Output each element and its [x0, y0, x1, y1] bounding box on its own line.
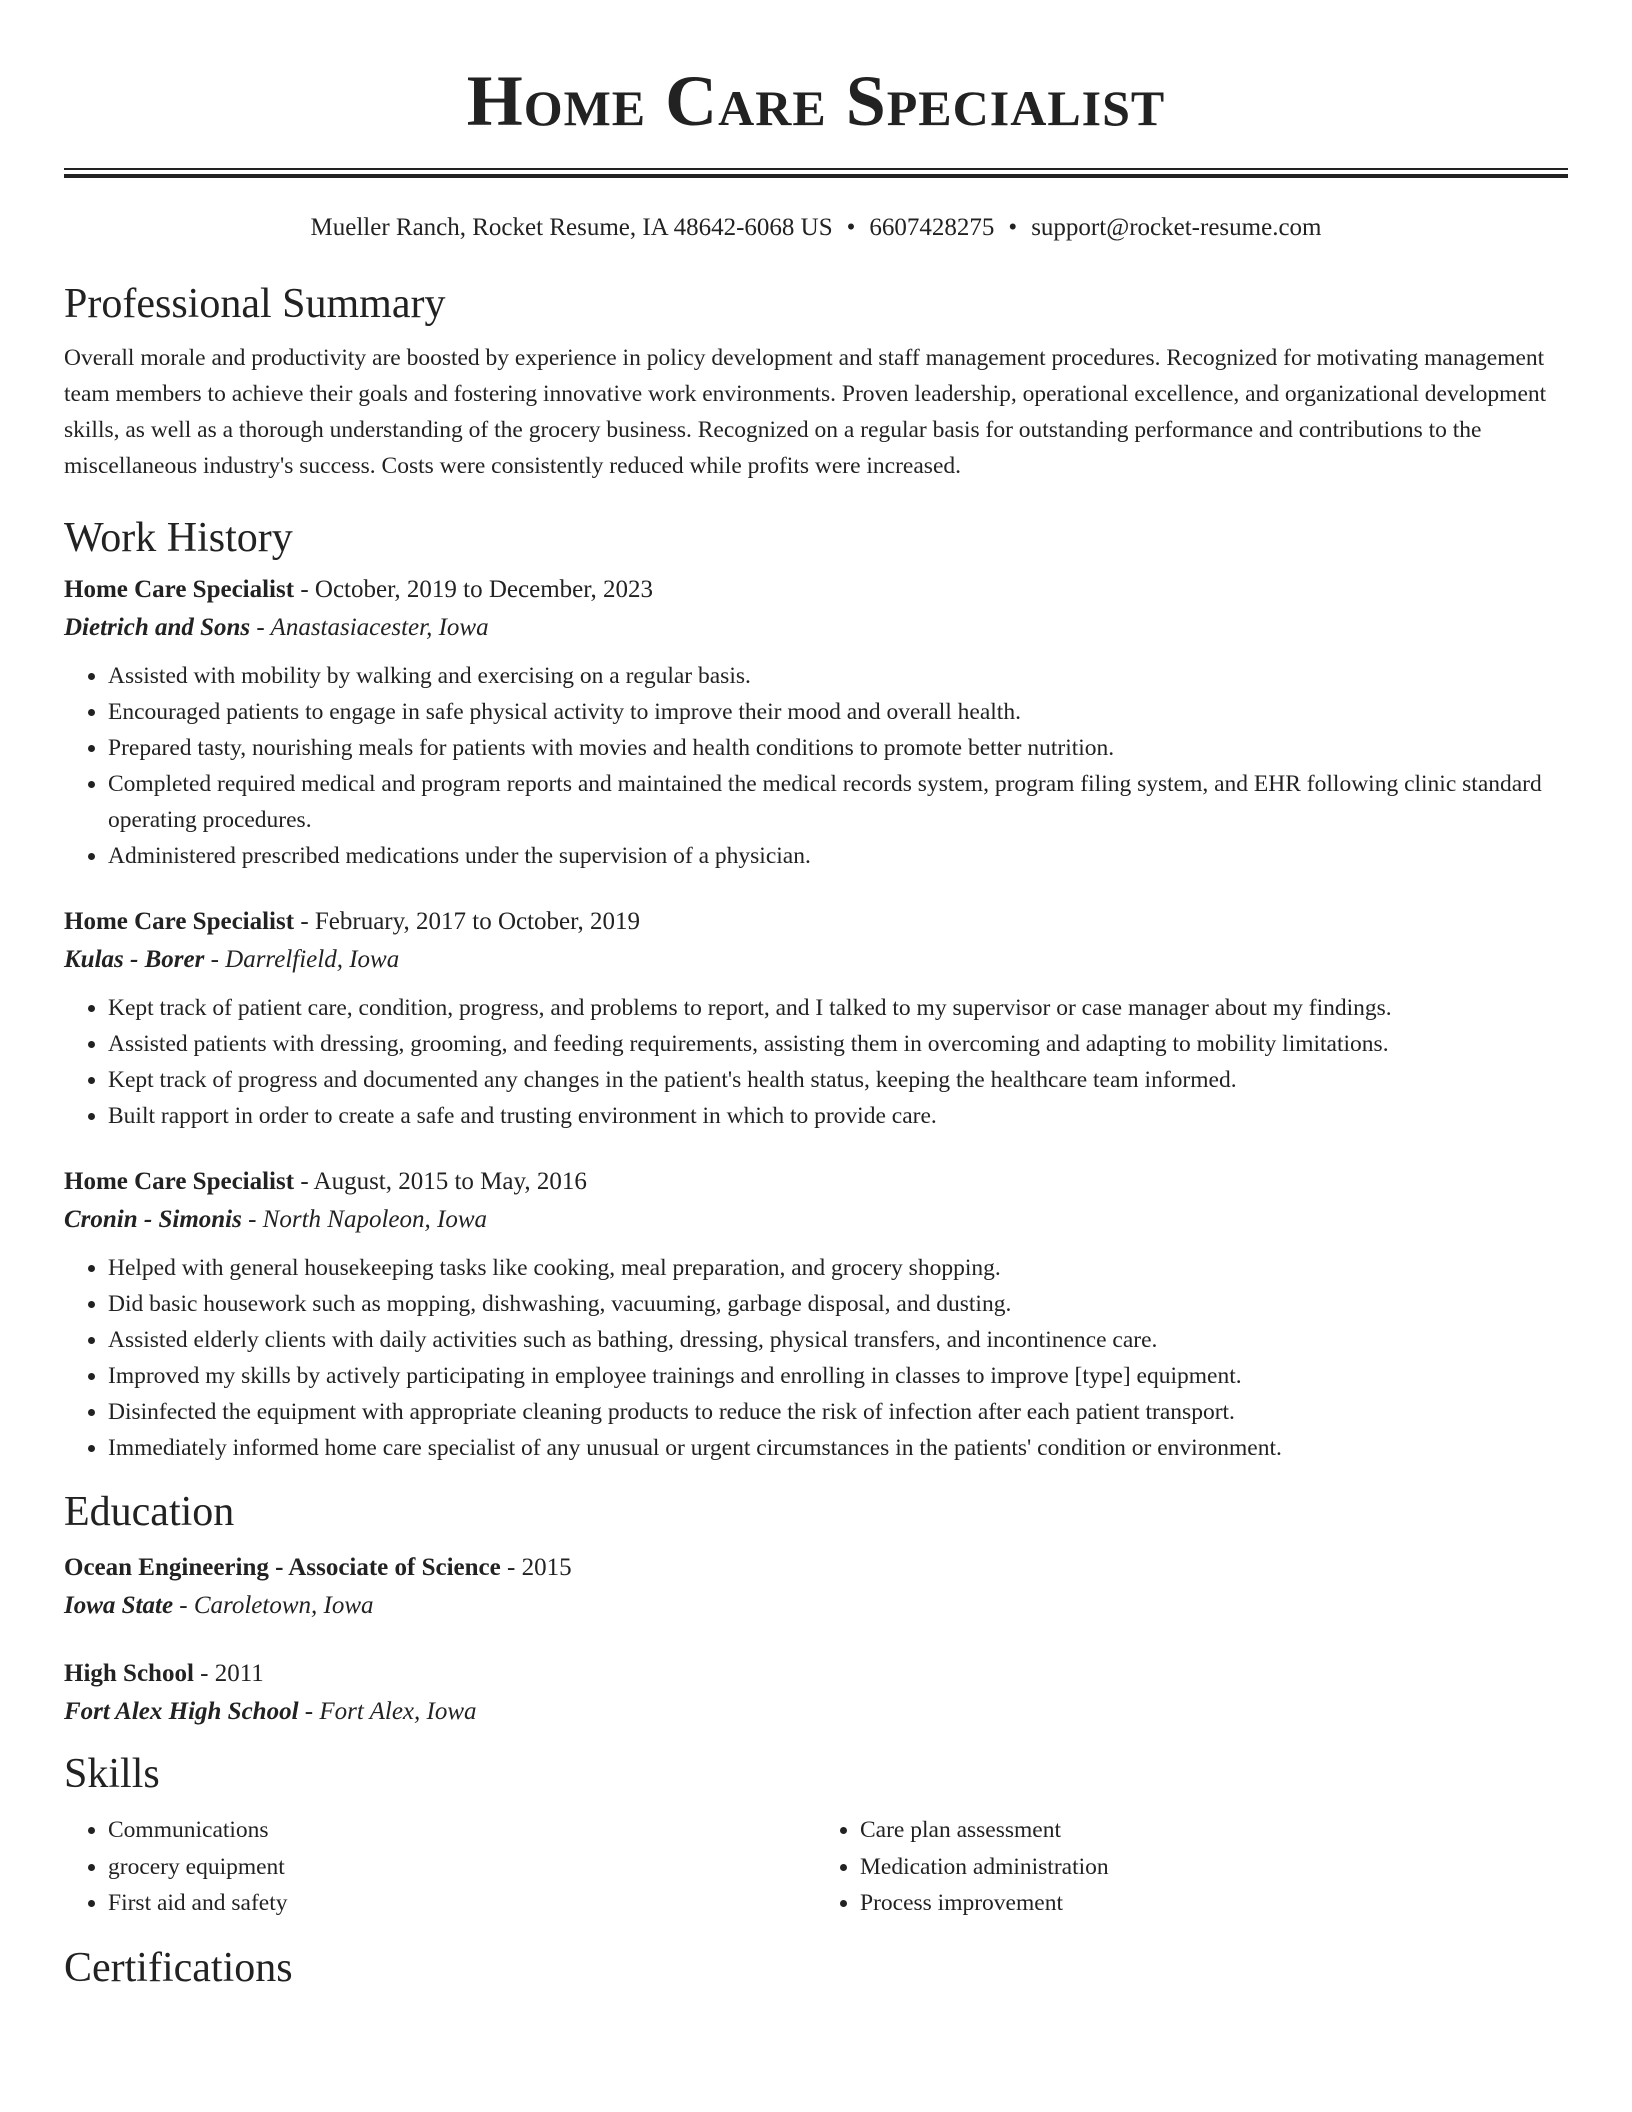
job-title-line	[64, 904, 1568, 940]
job-dates: - October, 2019 to December, 2023	[294, 576, 654, 603]
employer-name: Kulas - Borer	[64, 946, 205, 973]
skills-list-right	[816, 1812, 1568, 1922]
list-item: • Completed required medical and program reports and maintained the medical records system, program filing system, and EHR following clinic standard operating procedures.	[108, 766, 1568, 838]
job-title: Home Care Specialist	[64, 1168, 295, 1195]
job-dates: - August, 2015 to May, 2016	[294, 1168, 587, 1195]
skills-grid	[64, 1812, 1568, 1922]
job-duties-list	[64, 658, 1568, 874]
skills-list-left	[64, 1812, 816, 1922]
list-item: • Prepared tasty, nourishing meals for patients with movies and health conditions to promote better nutrition.	[108, 730, 1568, 766]
degree-year: - 2015	[500, 1554, 572, 1581]
school-line	[64, 1692, 1568, 1732]
job-entry	[64, 1164, 1568, 1466]
skill-item: • Communications	[108, 1812, 816, 1849]
list-item: • Encouraged patients to engage in safe physical activity to improve their mood and overall health.	[108, 694, 1568, 730]
job-title: Home Care Specialist	[64, 576, 295, 603]
list-item: • Built rapport in order to create a safe and trusting environment in which to provide care.	[108, 1098, 1568, 1134]
school-location: - Fort Alex, Iowa	[298, 1698, 477, 1725]
employer-line	[64, 608, 1568, 648]
list-item: • Assisted patients with dressing, grooming, and feeding requirements, assisting them in overcoming and adapting to mobility limitations.	[108, 1026, 1568, 1062]
work-history-heading: Work History	[64, 515, 293, 561]
contact-separator: •	[1008, 214, 1018, 241]
contact-separator: •	[846, 214, 856, 241]
contact-phone: 6607428275	[869, 214, 995, 241]
skill-item: • grocery equipment	[108, 1849, 816, 1886]
contact-line	[64, 212, 1568, 244]
education-entry	[64, 1550, 1568, 1626]
employer-line	[64, 940, 1568, 980]
employer-name: Dietrich and Sons	[64, 614, 251, 641]
list-item: • Kept track of patient care, condition, progress, and problems to report, and I talked to my supervisor or case manager about my findings.	[108, 990, 1568, 1026]
job-entry	[64, 572, 1568, 874]
skill-item: • Care plan assessment	[860, 1812, 1568, 1849]
list-item: • Kept track of progress and documented any changes in the patient's health status, keeping the healthcare team informed.	[108, 1062, 1568, 1098]
employer-location: - Darrelfield, Iowa	[204, 946, 400, 973]
list-item: • Assisted elderly clients with daily activities such as bathing, dressing, physical transfers, and incontinence care.	[108, 1322, 1568, 1358]
job-duties-list	[64, 990, 1568, 1134]
degree-line	[64, 1656, 1568, 1692]
list-item: • Disinfected the equipment with appropriate cleaning products to reduce the risk of infection after each patient transport.	[108, 1394, 1568, 1430]
summary-text: Overall morale and productivity are boosted by experience in policy development and staff management procedures. Recognized for motivating management team members to achieve their goals and fostering innovative work environments. Proven leadership, operational excellence, and organizational development skills, as well as a thorough understanding of the grocery business. Recognized on a regular basis for outstanding performance and contributions to the miscellaneous industry's success. Costs were consistently reduced while profits were increased.	[64, 345, 1547, 479]
list-item: • Helped with general housekeeping tasks like cooking, meal preparation, and grocery shopping.	[108, 1250, 1568, 1286]
title-divider	[64, 168, 1568, 178]
job-title-line	[64, 1164, 1568, 1200]
list-item: • Improved my skills by actively participating in employee trainings and enrolling in classes to improve [type] equipment.	[108, 1358, 1568, 1394]
list-item: • Immediately informed home care specialist of any unusual or urgent circumstances in the patients' condition or environment.	[108, 1430, 1568, 1466]
list-item: • Assisted with mobility by walking and exercising on a regular basis.	[108, 658, 1568, 694]
skill-item: • First aid and safety	[108, 1885, 816, 1922]
skill-item: • Medication administration	[860, 1849, 1568, 1886]
school-name: Fort Alex High School	[64, 1698, 299, 1725]
job-title-line	[64, 572, 1568, 608]
school-location: - Caroletown, Iowa	[173, 1592, 374, 1619]
skills-heading: Skills	[64, 1751, 160, 1797]
school-name: Iowa State	[64, 1592, 174, 1619]
contact-address: Mueller Ranch, Rocket Resume, IA 48642-6068 US	[310, 214, 833, 241]
employer-line	[64, 1200, 1568, 1240]
employer-name: Cronin - Simonis	[64, 1206, 242, 1233]
degree-name: High School	[64, 1660, 194, 1687]
employer-location: - Anastasiacester, Iowa	[250, 614, 489, 641]
employer-location: - North Napoleon, Iowa	[241, 1206, 488, 1233]
resume-title: Home Care Specialist	[466, 61, 1166, 141]
degree-line	[64, 1550, 1568, 1586]
list-item: • Did basic housework such as mopping, dishwashing, vacuuming, garbage disposal, and dusting.	[108, 1286, 1568, 1322]
school-line	[64, 1586, 1568, 1626]
skill-item: • Process improvement	[860, 1885, 1568, 1922]
contact-email[interactable]: support@rocket-resume.com	[1031, 214, 1322, 241]
job-entry	[64, 904, 1568, 1134]
summary-heading: Professional Summary	[64, 281, 446, 327]
degree-name: Ocean Engineering - Associate of Science	[64, 1554, 501, 1581]
job-title: Home Care Specialist	[64, 908, 295, 935]
job-duties-list	[64, 1250, 1568, 1466]
list-item: • Administered prescribed medications under the supervision of a physician.	[108, 838, 1568, 874]
education-heading: Education	[64, 1489, 235, 1535]
job-dates: - February, 2017 to October, 2019	[294, 908, 640, 935]
education-entry	[64, 1656, 1568, 1732]
degree-year: - 2011	[193, 1660, 264, 1687]
certifications-heading: Certifications	[64, 1944, 293, 1991]
